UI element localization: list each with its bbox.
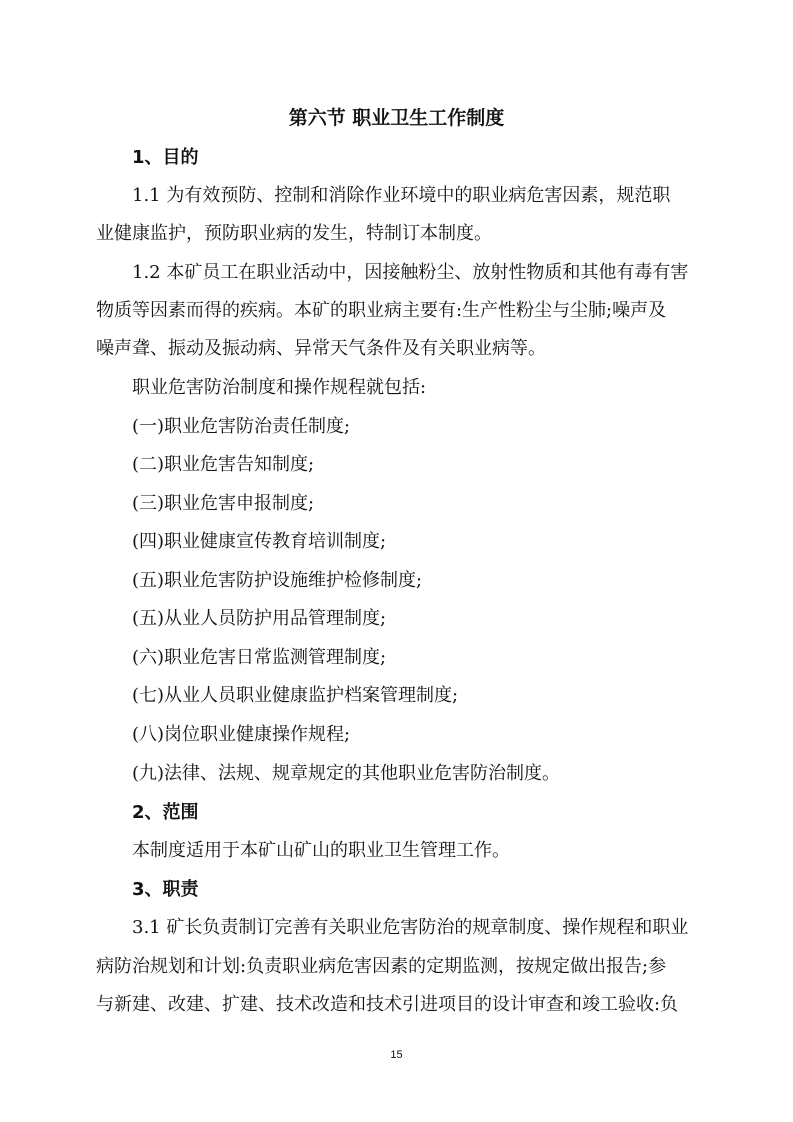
- paragraph-1-1-line-2: 业健康监护，预防职业病的发生，特制订本制度。: [96, 223, 492, 244]
- heading-purpose: 1、目的: [132, 147, 199, 168]
- list-item: (五)职业危害防护设施维护检修制度;: [132, 570, 423, 591]
- paragraph-1-2-line-2: 物质等因素而得的疾病。本矿的职业病主要有:生产性粉尘与尘肺;噪声及: [96, 300, 667, 321]
- heading-responsibilities: 3、职责: [132, 879, 199, 900]
- list-item: (七)从业人员职业健康监护档案管理制度;: [132, 685, 459, 706]
- list-item: (二)职业危害告知制度;: [132, 454, 315, 475]
- list-item: (五)从业人员防护用品管理制度;: [132, 608, 387, 629]
- section-title: 第六节 职业卫生工作制度: [288, 107, 505, 129]
- list-item: (一)职业危害防治责任制度;: [132, 416, 351, 437]
- heading-scope: 2、范围: [132, 802, 199, 823]
- paragraph-3-1-line-1: 3.1 矿长负责制订完善有关职业危害防治的规章制度、操作规程和职业: [132, 917, 689, 938]
- paragraph-1-2-line-3: 噪声聋、振动及振动病、异常天气条件及有关职业病等。: [96, 338, 546, 359]
- paragraph-1-2-line-1: 1.2 本矿员工在职业活动中，因接触粉尘、放射性物质和其他有毒有害: [132, 262, 689, 283]
- paragraph-3-1-line-2: 病防治规划和计划:负责职业病危害因素的定期监测，按规定做出报告;参: [96, 956, 667, 977]
- scope-text: 本制度适用于本矿山矿山的职业卫生管理工作。: [132, 840, 510, 861]
- paragraph-1-1-line-1: 1.1 为有效预防、控制和消除作业环境中的职业病危害因素，规范职: [132, 185, 671, 206]
- paragraph-3-1-line-3: 与新建、改建、扩建、技术改造和技术引进项目的设计审查和竣工验收:负: [96, 994, 679, 1015]
- list-item: (六)职业危害日常监测管理制度;: [132, 647, 387, 668]
- list-item: (八)岗位职业健康操作规程;: [132, 724, 351, 745]
- list-item: (三)职业危害申报制度;: [132, 493, 315, 514]
- list-intro: 职业危害防治制度和操作规程就包括:: [132, 377, 427, 398]
- list-item: (四)职业健康宣传教育培训制度;: [132, 531, 387, 552]
- page-number: 15: [390, 1049, 403, 1061]
- list-item: (九)法律、法规、规章规定的其他职业危害防治制度。: [132, 763, 561, 784]
